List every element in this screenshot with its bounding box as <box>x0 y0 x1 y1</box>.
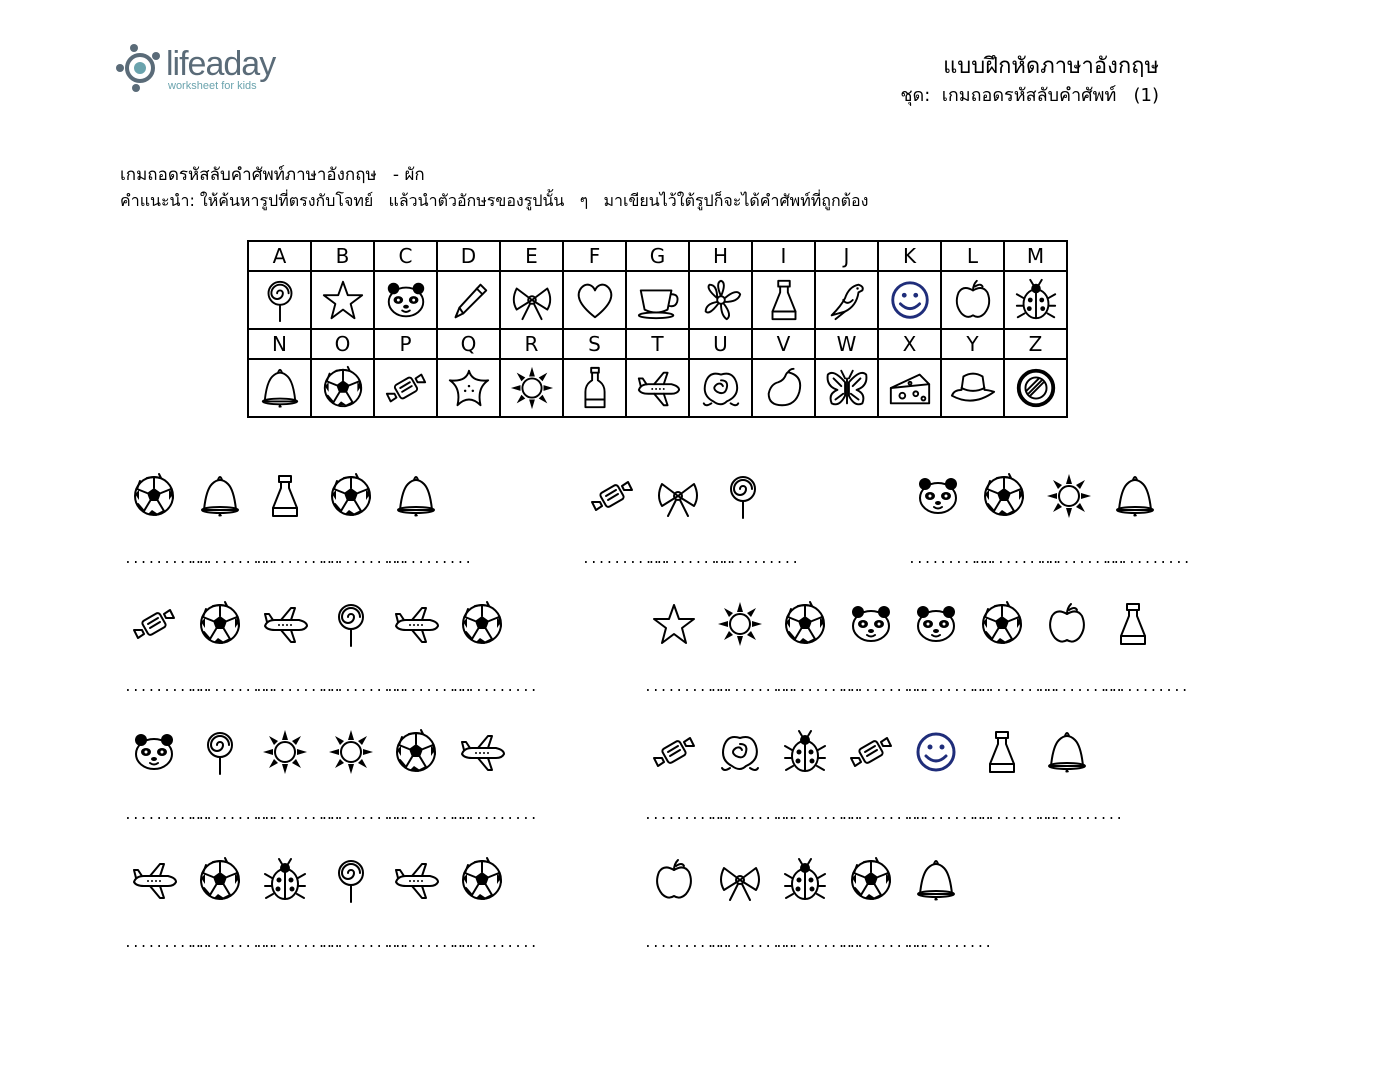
answer-blank[interactable]: ........... <box>906 936 993 951</box>
puzzle-picture <box>327 600 375 648</box>
key-letter-j: J <box>815 241 878 271</box>
key-letter-a: A <box>248 241 311 271</box>
answer-blank[interactable]: ........... <box>709 808 796 823</box>
answer-blank[interactable]: ........... <box>320 808 407 823</box>
key-letter-z: Z <box>1004 329 1067 359</box>
answer-blank[interactable]: ........... <box>906 808 993 823</box>
key-picture-cell <box>941 359 1004 417</box>
soccer-ball-icon <box>327 472 375 520</box>
key-letter-g: G <box>626 241 689 271</box>
candy-icon <box>847 728 895 776</box>
key-letter-m: M <box>1004 241 1067 271</box>
puzzle-picture <box>196 472 244 520</box>
soccer-ball-icon <box>392 728 440 776</box>
answer-blank[interactable]: ........... <box>255 936 342 951</box>
answer-blank[interactable]: ........... <box>451 808 538 823</box>
sun-icon <box>509 365 555 411</box>
puzzle-picture <box>912 728 960 776</box>
soccer-ball-icon <box>130 472 178 520</box>
answer-blank[interactable]: ........... <box>189 936 276 951</box>
panda-icon <box>912 600 960 648</box>
puzzle-picture <box>196 856 244 904</box>
puzzle-picture <box>650 728 698 776</box>
puzzle-picture <box>650 600 698 648</box>
answer-blank[interactable]: ........... <box>709 936 796 951</box>
key-picture-cell <box>752 359 815 417</box>
puzzle-picture <box>327 856 375 904</box>
answer-blank[interactable]: ........... <box>644 936 731 951</box>
instruction-text: คำแนะนำ: ให้ค้นหารูปที่ตรงกับโจทย์ แล้วนำตัวอักษรของรูปนั้น ๆ มาเขียนไว้ใต้รูปก็จะได้คำศัพท์ที่ถูกต้อง <box>120 191 869 210</box>
puzzle-picture <box>458 856 506 904</box>
answer-blank[interactable]: ........... <box>255 552 342 567</box>
answer-blank[interactable]: ........... <box>973 552 1060 567</box>
answer-blank[interactable]: ........... <box>386 936 473 951</box>
ladybug-icon <box>781 728 829 776</box>
sun-icon <box>261 728 309 776</box>
logo-tagline: worksheet for kids <box>168 80 257 92</box>
key-picture-cell <box>752 271 815 329</box>
lifeaday-logo <box>116 42 316 102</box>
key-letter-n: N <box>248 329 311 359</box>
bell-icon <box>1043 728 1091 776</box>
key-letter-y: Y <box>941 329 1004 359</box>
puzzle-picture <box>781 856 829 904</box>
puzzle-picture <box>781 728 829 776</box>
candy-icon <box>588 472 636 520</box>
candy-icon <box>383 365 429 411</box>
key-picture-cell <box>626 359 689 417</box>
puzzle-picture <box>327 728 375 776</box>
lollipop-icon <box>327 600 375 648</box>
puzzle-picture <box>847 600 895 648</box>
soccer-ball-icon <box>196 600 244 648</box>
answer-blank[interactable]: ........... <box>906 680 993 695</box>
key-picture-cell <box>815 359 878 417</box>
airplane-icon <box>261 600 309 648</box>
key-letter-r: R <box>500 329 563 359</box>
answer-blank[interactable]: ........... <box>386 552 473 567</box>
answer-blank[interactable]: ........... <box>124 680 211 695</box>
puzzle-picture <box>130 600 178 648</box>
panda-icon <box>130 728 178 776</box>
key-letter-k: K <box>878 241 941 271</box>
key-letter-b: B <box>311 241 374 271</box>
answer-blank[interactable]: ........... <box>451 680 538 695</box>
apple-icon <box>650 856 698 904</box>
logo-icon <box>116 42 166 98</box>
answer-blank[interactable]: ........... <box>840 808 927 823</box>
airplane-icon <box>635 365 681 411</box>
key-picture-row <box>248 271 1067 329</box>
pencil-icon <box>446 277 492 323</box>
puzzle-picture <box>719 472 767 520</box>
puzzle-picture <box>847 856 895 904</box>
answer-blank[interactable]: ........... <box>713 552 800 567</box>
key-letter-e: E <box>500 241 563 271</box>
key-picture-cell <box>1004 271 1067 329</box>
candy-icon <box>130 600 178 648</box>
rose-icon <box>716 728 764 776</box>
answer-blank[interactable]: ........... <box>840 680 927 695</box>
answer-blank[interactable]: ........... <box>320 936 407 951</box>
butterfly-icon <box>824 365 870 411</box>
puzzle-picture <box>392 472 440 520</box>
answer-blank[interactable]: ........... <box>189 552 276 567</box>
candy-icon <box>650 728 698 776</box>
airplane-icon <box>392 600 440 648</box>
key-picture-cell <box>878 271 941 329</box>
puzzle-picture <box>914 472 962 520</box>
puzzle-picture <box>261 472 309 520</box>
starfish-icon <box>446 365 492 411</box>
puzzle-picture <box>392 728 440 776</box>
code-key-table <box>247 240 1068 418</box>
puzzle-picture <box>781 600 829 648</box>
answer-blank[interactable]: ........... <box>644 808 731 823</box>
flower-icon <box>698 277 744 323</box>
apple-icon <box>950 277 996 323</box>
puzzle-picture <box>1111 472 1159 520</box>
answer-blank[interactable]: ........... <box>644 680 731 695</box>
bottle-flask-icon <box>761 277 807 323</box>
bell-icon <box>1111 472 1159 520</box>
key-picture-cell <box>248 271 311 329</box>
key-letter-o: O <box>311 329 374 359</box>
key-picture-cell <box>626 271 689 329</box>
smiley-icon <box>912 728 960 776</box>
airplane-icon <box>130 856 178 904</box>
answer-blank[interactable]: ........... <box>386 808 473 823</box>
logo-wordmark: lifeaday <box>166 45 276 83</box>
puzzle-picture <box>650 856 698 904</box>
puzzle-picture <box>1043 728 1091 776</box>
answer-blank[interactable]: ........... <box>124 936 211 951</box>
puzzle-picture <box>912 856 960 904</box>
key-picture-cell <box>437 359 500 417</box>
soccer-ball-icon <box>781 600 829 648</box>
sun-icon <box>1045 472 1093 520</box>
apple-icon <box>1043 600 1091 648</box>
key-picture-cell <box>689 271 752 329</box>
bottle-flask-icon <box>1109 600 1157 648</box>
puzzle-picture <box>980 472 1028 520</box>
answer-blank[interactable]: ........... <box>451 936 538 951</box>
lollipop-icon <box>719 472 767 520</box>
puzzle-picture <box>458 600 506 648</box>
cup-icon <box>635 277 681 323</box>
key-letter-c: C <box>374 241 437 271</box>
answer-blank[interactable]: ........... <box>386 680 473 695</box>
worksheet-subtitle: ชุด: เกมถอดรหัสลับคำศัพท์ (1) <box>900 85 1159 106</box>
sun-icon <box>716 600 764 648</box>
puzzle-picture <box>261 728 309 776</box>
lollipop-icon <box>257 277 303 323</box>
ladybug-icon <box>781 856 829 904</box>
soccer-ball-icon <box>458 856 506 904</box>
bell-icon <box>196 472 244 520</box>
star-icon <box>320 277 366 323</box>
soccer-ball-icon <box>847 856 895 904</box>
game-heading: เกมถอดรหัสลับคำศัพท์ภาษาอังกฤษ - ผัก <box>120 165 425 185</box>
panda-icon <box>383 277 429 323</box>
answer-blank[interactable]: ........... <box>320 552 407 567</box>
key-picture-cell <box>878 359 941 417</box>
panda-icon <box>847 600 895 648</box>
key-letter-l: L <box>941 241 1004 271</box>
answer-blank[interactable]: ........... <box>840 936 927 951</box>
answer-blank[interactable]: ........... <box>1104 552 1191 567</box>
answer-blank[interactable]: ........... <box>971 680 1058 695</box>
puzzle-picture <box>458 728 506 776</box>
puzzle-picture <box>716 856 764 904</box>
key-picture-cell <box>248 359 311 417</box>
star-icon <box>650 600 698 648</box>
bow-icon <box>509 277 555 323</box>
puzzle-picture <box>716 600 764 648</box>
key-letter-f: F <box>563 241 626 271</box>
bottle-icon <box>572 365 618 411</box>
soccer-ball-icon <box>320 365 366 411</box>
answer-blank[interactable]: ........... <box>582 552 669 567</box>
puzzle-picture <box>847 728 895 776</box>
smiley-icon <box>887 277 933 323</box>
puzzle-picture <box>130 728 178 776</box>
key-letter-w: W <box>815 329 878 359</box>
bell-icon <box>392 472 440 520</box>
sun-icon <box>327 728 375 776</box>
key-picture-cell <box>689 359 752 417</box>
bow-icon <box>654 472 702 520</box>
answer-blank[interactable]: ........... <box>255 680 342 695</box>
puzzle-picture <box>978 600 1026 648</box>
puzzle-picture <box>654 472 702 520</box>
answer-blank[interactable]: ........... <box>1039 552 1126 567</box>
key-letter-x: X <box>878 329 941 359</box>
key-picture-cell <box>500 359 563 417</box>
ladybug-icon <box>1013 277 1059 323</box>
answer-blank[interactable]: ........... <box>971 808 1058 823</box>
airplane-icon <box>458 728 506 776</box>
cheese-icon <box>887 365 933 411</box>
bell-icon <box>912 856 960 904</box>
key-picture-cell <box>941 271 1004 329</box>
answer-blank[interactable]: ........... <box>189 808 276 823</box>
key-picture-cell <box>1004 359 1067 417</box>
key-letter-u: U <box>689 329 752 359</box>
soccer-ball-icon <box>980 472 1028 520</box>
key-letter-row <box>248 241 1067 271</box>
rose-icon <box>698 365 744 411</box>
soccer-ball-icon <box>196 856 244 904</box>
key-letter-d: D <box>437 241 500 271</box>
puzzle-picture <box>196 600 244 648</box>
puzzle-picture <box>1045 472 1093 520</box>
answer-blank[interactable]: ........... <box>189 680 276 695</box>
mango-icon <box>761 365 807 411</box>
airplane-icon <box>392 856 440 904</box>
puzzle-picture <box>196 728 244 776</box>
bell-icon <box>257 365 303 411</box>
key-letter-t: T <box>626 329 689 359</box>
key-picture-cell <box>563 271 626 329</box>
answer-blank[interactable]: ........... <box>1102 680 1189 695</box>
bottle-flask-icon <box>261 472 309 520</box>
no-sign-icon <box>1013 365 1059 411</box>
answer-blank[interactable]: ........... <box>124 552 211 567</box>
answer-blank[interactable]: ........... <box>709 680 796 695</box>
answer-blank[interactable]: ........... <box>255 808 342 823</box>
bottle-flask-icon <box>978 728 1026 776</box>
puzzle-picture <box>130 856 178 904</box>
key-picture-cell <box>374 271 437 329</box>
puzzle-picture <box>392 856 440 904</box>
key-picture-cell <box>815 271 878 329</box>
answer-blank[interactable]: ........... <box>775 808 862 823</box>
puzzle-picture <box>261 856 309 904</box>
answer-blank[interactable]: ........... <box>775 680 862 695</box>
puzzle-picture <box>1109 600 1157 648</box>
hat-icon <box>950 365 996 411</box>
soccer-ball-icon <box>978 600 1026 648</box>
heart-icon <box>572 277 618 323</box>
puzzle-picture <box>130 472 178 520</box>
key-picture-cell <box>437 271 500 329</box>
answer-blank[interactable]: ........... <box>1037 680 1124 695</box>
key-picture-cell <box>563 359 626 417</box>
answer-blank[interactable]: ........... <box>1037 808 1124 823</box>
key-picture-cell <box>311 359 374 417</box>
key-letter-s: S <box>563 329 626 359</box>
lollipop-icon <box>327 856 375 904</box>
key-letter-h: H <box>689 241 752 271</box>
key-picture-cell <box>500 271 563 329</box>
puzzle-picture <box>327 472 375 520</box>
key-letter-p: P <box>374 329 437 359</box>
answer-blank[interactable]: ........... <box>320 680 407 695</box>
worksheet-title: แบบฝึกหัดภาษาอังกฤษ <box>943 54 1159 79</box>
answer-blank[interactable]: ........... <box>647 552 734 567</box>
puzzle-picture <box>1043 600 1091 648</box>
answer-blank[interactable]: ........... <box>908 552 995 567</box>
panda-icon <box>914 472 962 520</box>
key-letter-q: Q <box>437 329 500 359</box>
answer-blank[interactable]: ........... <box>775 936 862 951</box>
puzzle-picture <box>912 600 960 648</box>
puzzle-picture <box>588 472 636 520</box>
key-picture-cell <box>374 359 437 417</box>
bird-icon <box>824 277 870 323</box>
ladybug-icon <box>261 856 309 904</box>
puzzle-picture <box>978 728 1026 776</box>
bow-icon <box>716 856 764 904</box>
puzzle-picture <box>261 600 309 648</box>
key-letter-row <box>248 329 1067 359</box>
puzzle-picture <box>392 600 440 648</box>
key-picture-cell <box>311 271 374 329</box>
answer-blank[interactable]: ........... <box>124 808 211 823</box>
key-picture-row <box>248 359 1067 417</box>
soccer-ball-icon <box>458 600 506 648</box>
key-letter-i: I <box>752 241 815 271</box>
puzzle-picture <box>716 728 764 776</box>
key-letter-v: V <box>752 329 815 359</box>
lollipop-icon <box>196 728 244 776</box>
